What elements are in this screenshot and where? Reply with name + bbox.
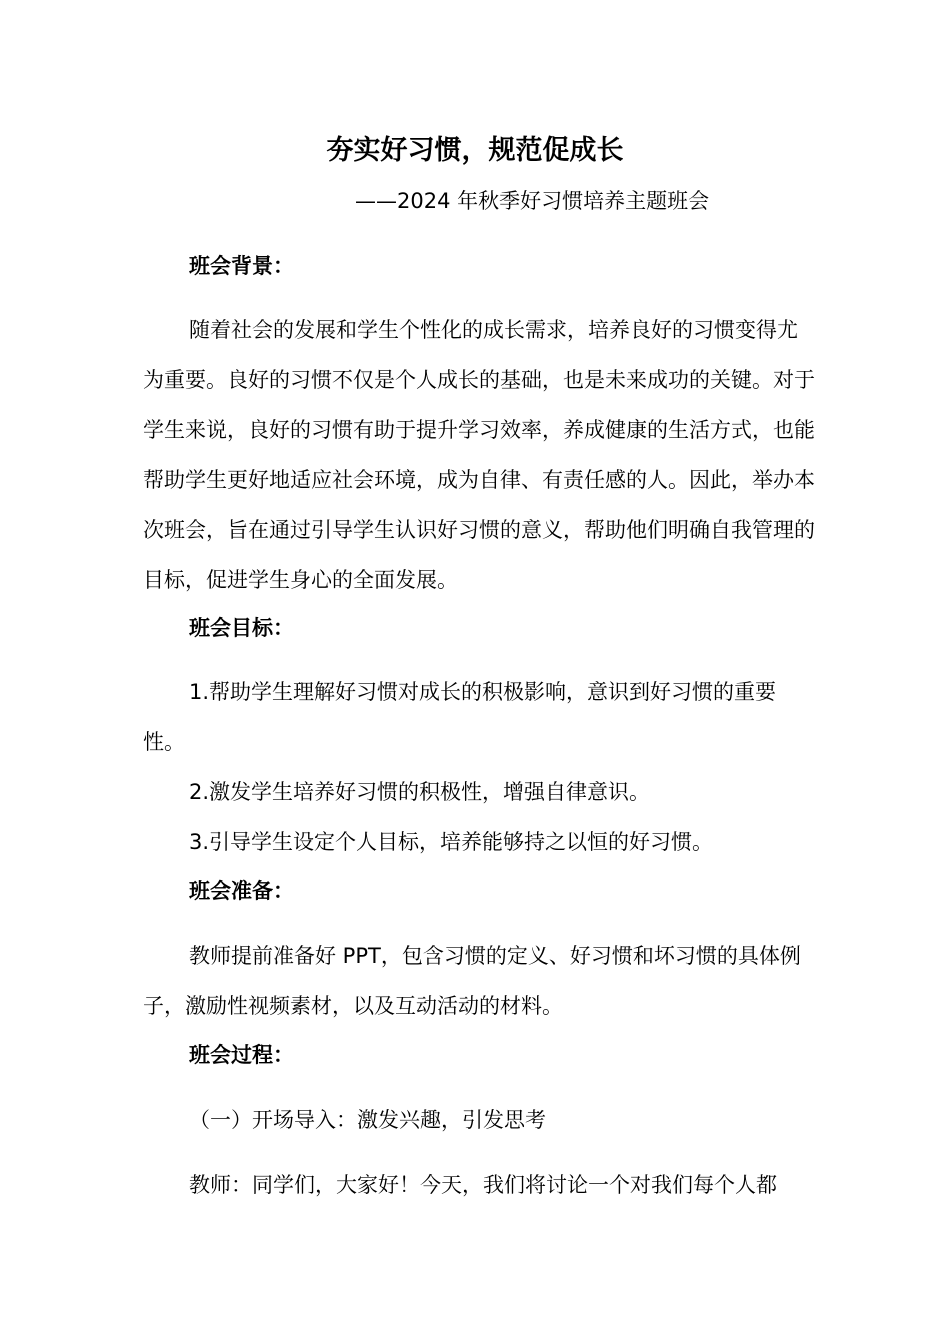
process-step-1: （一）开场导入：激发兴趣，引发思考 bbox=[189, 1108, 546, 1132]
paragraph-preparation: 教师提前准备好 PPT，包含习惯的定义、好习惯和坏习惯的具体例子，激励性视频素材，以及互动活动的材料。 bbox=[143, 944, 801, 1018]
goal-item-2: 2.激发学生培养好习惯的积极性，增强自律意识。 bbox=[189, 780, 651, 804]
process-teacher-line: 教师：同学们，大家好！今天，我们将讨论一个对我们每个人都 bbox=[189, 1173, 777, 1197]
heading-goals: 班会目标： bbox=[189, 616, 294, 640]
heading-process: 班会过程： bbox=[189, 1043, 294, 1067]
goal-item-3: 3.引导学生设定个人目标，培养能够持之以恒的好习惯。 bbox=[189, 830, 714, 854]
heading-background: 班会背景： bbox=[189, 254, 294, 278]
paragraph-background: 随着社会的发展和学生个性化的成长需求，培养良好的习惯变得尤为重要。良好的习惯不仅是个人成长的基础，也是未来成功的关键。对于学生来说，良好的习惯有助于提升学习效率，养成健康的生活方式，也能帮助学生更好地适应社会环境，成为自律、有责任感的人。因此，举办本次班会，旨在通过引导学生认识好习惯的意义，帮助他们明确自我管理的目标，促进学生身心的全面发展。 bbox=[143, 318, 815, 592]
goal-item-1: 1.帮助学生理解好习惯对成长的积极影响，意识到好习惯的重要性。 bbox=[143, 680, 777, 754]
heading-preparation: 班会准备： bbox=[189, 879, 294, 903]
document-subtitle: ——2024 年秋季好习惯培养主题班会 bbox=[355, 189, 710, 213]
document-title: 夯实好习惯，规范促成长 bbox=[326, 135, 624, 166]
